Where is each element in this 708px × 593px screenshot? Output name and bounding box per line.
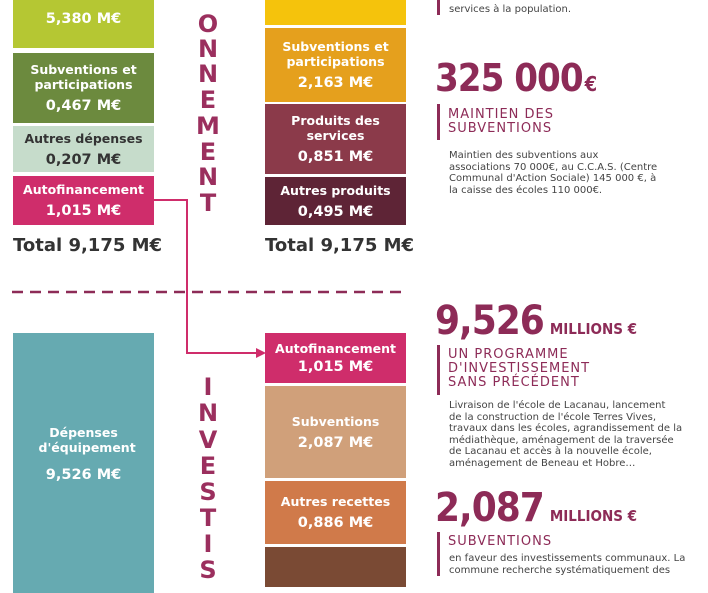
subventions-recette-block xyxy=(265,386,406,478)
block-label: Dépenses d'équipement xyxy=(38,425,136,455)
accent-bar xyxy=(437,345,440,395)
big-number: 2,087 xyxy=(435,485,544,531)
vertical-letter: T xyxy=(199,189,217,217)
vertical-letter: V xyxy=(198,426,218,454)
big-number-unit: € xyxy=(584,72,598,96)
heading-line: SUBVENTIONS xyxy=(448,534,553,549)
block-value: 0,886 M€ xyxy=(297,515,374,531)
vertical-letter: N xyxy=(197,163,219,191)
block-value: 2,163 M€ xyxy=(297,75,374,91)
text-line: la caisse des écoles 110 000€. xyxy=(449,184,603,196)
section-heading xyxy=(448,348,590,390)
text-line: en faveur des investissements communaux. La xyxy=(449,553,686,564)
vertical-letter: N xyxy=(197,60,219,88)
text-line: Livraison de l'école de Lacanau, lancement xyxy=(449,400,666,411)
block-value: 1,015 M€ xyxy=(45,203,122,219)
big-number: 325 000 xyxy=(435,56,583,100)
vertical-letter: I xyxy=(203,373,213,401)
heading-line: UN PROGRAMME xyxy=(448,347,569,362)
section-paragraph xyxy=(449,400,694,469)
vertical-letter: N xyxy=(197,35,219,63)
section-heading xyxy=(448,535,552,549)
accent-bar xyxy=(437,532,440,576)
block-label: Autres produits xyxy=(280,182,391,198)
text-line: médiathèque, aménagement de la traversée xyxy=(449,434,674,446)
section-paragraph xyxy=(449,553,694,576)
heading-line: MAINTIEN DES xyxy=(448,107,554,122)
block-value: 2,087 M€ xyxy=(297,434,374,451)
text-line: travaux dans les écoles, agrandissement de la xyxy=(449,423,683,434)
big-number-investissement xyxy=(435,298,637,344)
big-number-unit: MILLIONS € xyxy=(549,320,638,338)
autofinancement-arrow-line xyxy=(154,200,258,353)
block-label: Produits des services xyxy=(291,113,380,143)
text-line: de la construction de l'école Terres Vives, xyxy=(449,411,657,423)
vertical-letter: E xyxy=(199,86,217,114)
block-label: Autres recettes xyxy=(280,494,391,509)
text-line: de Lacanau et accès à la nouvelle école, xyxy=(449,446,652,457)
block-label: Autres dépenses xyxy=(24,130,143,146)
heading-line: SANS PRÉCÉDENT xyxy=(448,375,580,390)
top-paragraph xyxy=(449,4,571,16)
section-heading xyxy=(448,108,554,136)
total-depenses-fonctionnement: Total 9,175 M€ xyxy=(13,235,163,256)
heading-line: D'INVESTISSEMENT xyxy=(448,361,591,376)
accent-bar xyxy=(437,0,440,15)
big-number-subventions-invest xyxy=(435,485,637,531)
autres-recettes-block xyxy=(265,481,406,544)
vertical-letter: N xyxy=(197,399,219,427)
emprunt-block xyxy=(265,547,406,587)
vertical-letter: O xyxy=(197,10,219,38)
text-line: Communal d'Action Sociale) 145 000 €, à xyxy=(449,173,657,184)
big-number: 9,526 xyxy=(435,298,544,344)
autofinancement-recette-block xyxy=(265,333,406,383)
block-value: 0,495 M€ xyxy=(297,203,374,220)
block-value: 9,526 M€ xyxy=(45,467,122,483)
block-label: Autofinancement xyxy=(23,182,144,197)
block-value: 5,380 M€ xyxy=(45,11,122,27)
text-line: Maintien des subventions aux xyxy=(449,150,599,161)
vertical-letter: E xyxy=(199,452,217,480)
accent-bar xyxy=(437,104,440,140)
block-label: Autofinancement xyxy=(275,341,396,356)
block-value: 1,015 M€ xyxy=(297,359,374,375)
vertical-letter: S xyxy=(199,556,217,584)
block-label: Subventions et participations xyxy=(30,62,137,92)
text-line: services à la population. xyxy=(449,4,571,15)
block-label: Subventions xyxy=(291,413,380,429)
vertical-letter: E xyxy=(199,138,217,166)
heading-line: SUBVENTIONS xyxy=(448,121,553,136)
depenses-equipement-block xyxy=(13,333,154,593)
vertical-letter: I xyxy=(203,530,213,558)
text-line: aménagement de Beneau et Hobre… xyxy=(449,457,636,469)
block-value: 0,207 M€ xyxy=(45,151,122,168)
vertical-letter: S xyxy=(199,478,217,506)
block-label: Subventions et participations xyxy=(282,39,389,69)
block-value: 0,467 M€ xyxy=(45,98,122,114)
block-value: 0,851 M€ xyxy=(297,149,374,165)
big-number-unit: MILLIONS € xyxy=(549,507,638,525)
section-paragraph xyxy=(449,150,657,196)
text-line: associations 70 000€, au C.C.A.S. (Centre xyxy=(449,161,658,173)
text-line: commune recherche systématiquement des xyxy=(449,564,671,576)
total-recettes-fonctionnement: Total 9,175 M€ xyxy=(265,235,415,256)
vertical-letter: T xyxy=(199,504,217,532)
vertical-letter: M xyxy=(196,112,220,140)
big-number-subventions xyxy=(435,56,597,100)
